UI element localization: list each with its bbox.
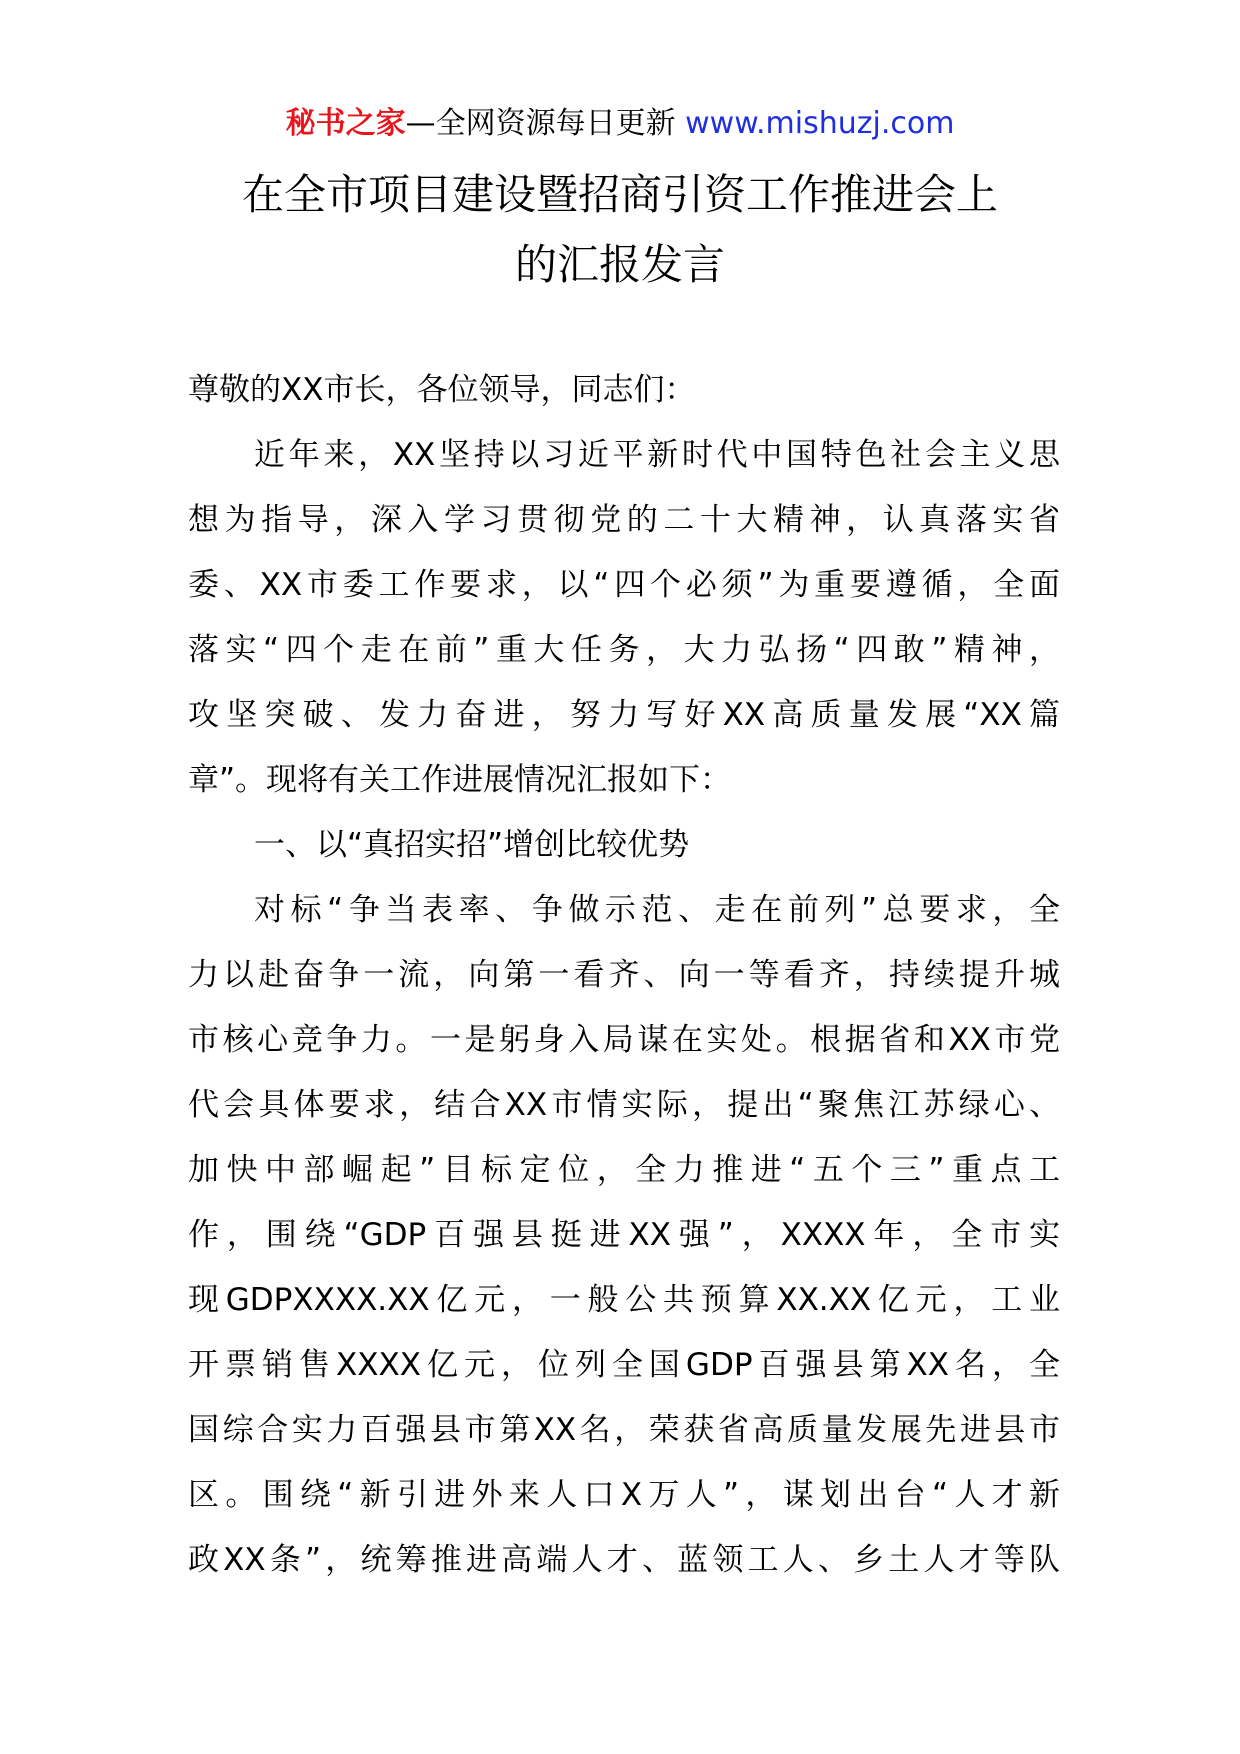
document-title (160, 160, 1080, 300)
body-text-line: 章”。现将有关工作进展情况汇报如下： (188, 762, 732, 798)
body-text-line: 加快中部崛起”目标定位，全力推进“五个三”重点工 (188, 1152, 1060, 1188)
body-text-line: 现GDPXXXX.XX亿元，一般公共预算XX.XX亿元，工业 (188, 1282, 1060, 1318)
body-text-line: 想为指导，深入学习贯彻党的二十大精神，认真落实省 (188, 502, 1060, 538)
body-text-line: 区。围绕“新引进外来人口X万人”，谋划出台“人才新 (188, 1477, 1060, 1513)
title-line: 在全市项目建设暨招商引资工作推进会上 (241, 170, 998, 219)
body-text-line: 攻坚突破、发力奋进，努力写好XX高质量发展“XX篇 (188, 697, 1060, 733)
body-text-line: 力以赴奋争一流，向第一看齐、向一等看齐，持续提升城 (188, 957, 1060, 993)
body-text-line: 国综合实力百强县市第XX名，荣获省高质量发展先进县市 (188, 1412, 1060, 1448)
body-text-line: 作，围绕“GDP百强县挺进XX强”，XXXX年，全市实 (188, 1217, 1060, 1253)
body-text-line: 落实“四个走在前”重大任务，大力弘扬“四敢”精神， (188, 632, 1060, 668)
body-text-line: 尊敬的XX市长，各位领导，同志们： (188, 372, 696, 408)
document-body (188, 358, 1060, 1593)
body-text-line: 近年来，XX坚持以习近平新时代中国特色社会主义思 (254, 437, 1060, 473)
title-line: 的汇报发言 (514, 240, 725, 289)
site-header (0, 102, 1240, 146)
site-brand: 秘书之家 (285, 106, 406, 141)
body-text-line: 代会具体要求，结合XX市情实际，提出“聚焦江苏绿心、 (188, 1087, 1060, 1123)
site-url-link[interactable]: www.mishuzj.com (685, 106, 955, 141)
body-text-line: 对标“争当表率、争做示范、走在前列”总要求，全 (254, 892, 1060, 928)
body-text-line: 一、以“真招实招”增创比较优势 (254, 827, 690, 863)
body-text-line: 市核心竞争力。一是躬身入局谋在实处。根据省和XX市党 (188, 1022, 1060, 1058)
body-text-line: 政XX条”，统筹推进高端人才、蓝领工人、乡土人才等队 (188, 1542, 1060, 1578)
body-text-line: 委、XX市委工作要求，以“四个必须”为重要遵循，全面 (188, 567, 1060, 603)
site-tagline: —全网资源每日更新 (405, 106, 676, 141)
body-text-line: 开票销售XXXX亿元，位列全国GDP百强县第XX名，全 (188, 1347, 1060, 1383)
